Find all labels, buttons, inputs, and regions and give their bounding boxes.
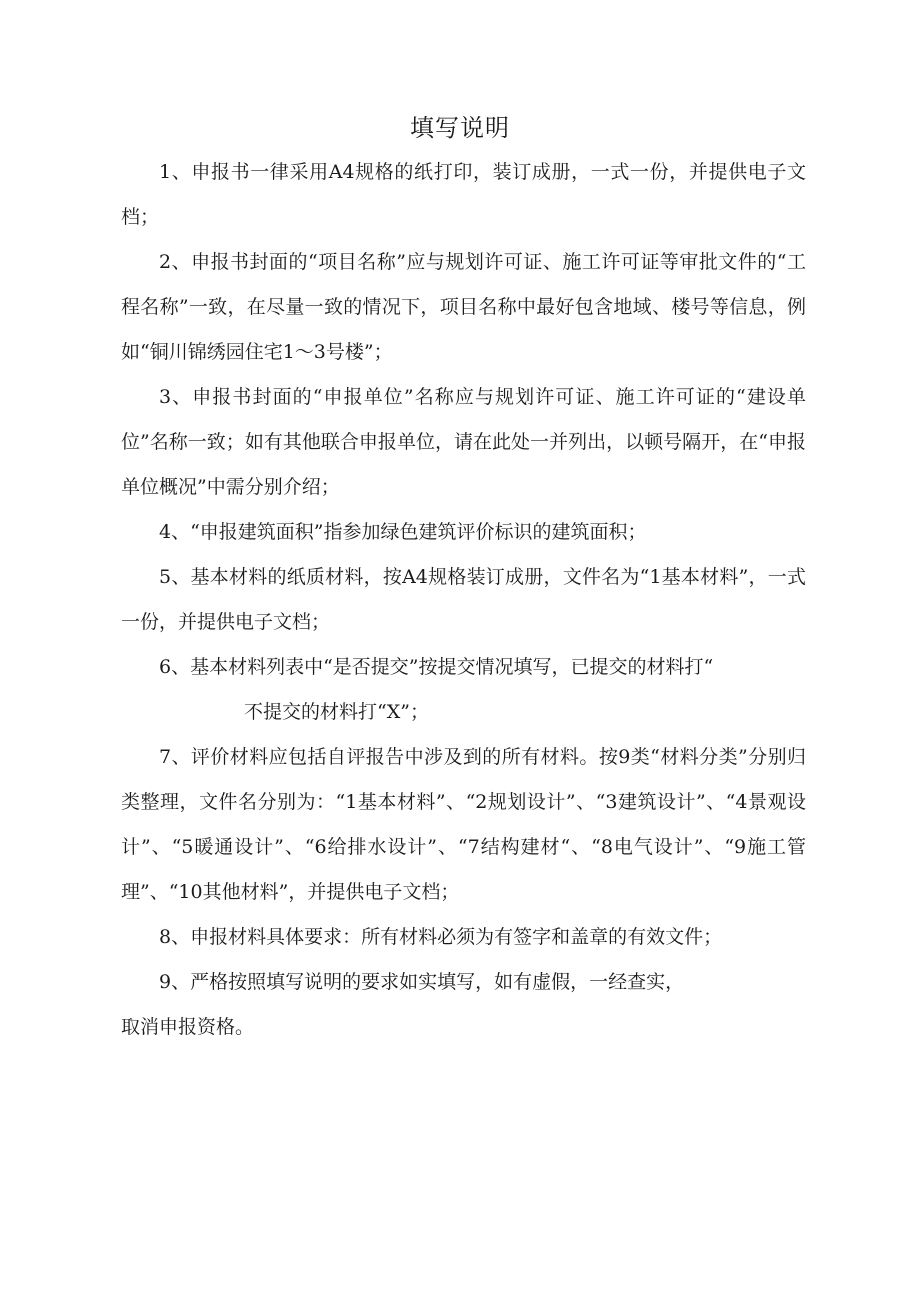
instruction-item-2: 2、申报书封面的“项目名称”应与规划许可证、施工许可证等审批文件的“工程名称”一致，在尽量一致的情况下，项目名称中最好包含地域、楼号等信息，例如“铜川锦绣园住宅1～3号楼”； — [121, 251, 806, 363]
instruction-item-9-continued: 取消申报资格。 — [121, 1016, 255, 1038]
instruction-item-3: 3、申报书封面的“申报单位”名称应与规划许可证、施工许可证的“建设单位”名称一致；如有其他联合申报单位，请在此处一并列出，以顿号隔开，在“申报单位概况”中需分别介绍； — [121, 386, 806, 498]
instruction-item-1: 1、申报书一律采用A4规格的纸打印，装订成册，一式一份，并提供电子文档； — [121, 161, 806, 228]
instruction-item-6-continued: 不提交的材料打“X”； — [244, 701, 429, 723]
instructions-body — [121, 150, 806, 1050]
instruction-item-6: 6、基本材料列表中“是否提交”按提交情况填写，已提交的材料打“ — [159, 656, 714, 678]
instruction-item-4: 4、“申报建筑面积”指参加绿色建筑评价标识的建筑面积； — [159, 521, 647, 543]
page-title: 填写说明 — [410, 114, 510, 142]
instruction-item-5: 5、基本材料的纸质材料，按A4规格装订成册，文件名为“1基本材料”，一式一份，并提供电子文档； — [121, 566, 806, 633]
instruction-item-8: 8、申报材料具体要求：所有材料必须为有签字和盖章的有效文件； — [159, 926, 723, 948]
instruction-item-7: 7、评价材料应包括自评报告中涉及到的所有材料。按9类“材料分类”分别归类整理，文件名分别为：“1基本材料”、“2规划设计”、“3建筑设计”、“4景观设计”、“5暖通设计”、“6给排水设计”、“7结构建材“、“8电气设计”、“9施工管理”、“10其他材料”，并提供电子文档； — [121, 746, 806, 903]
instruction-item-9: 9、严格按照填写说明的要求如实填写，如有虚假，一经查实， — [159, 971, 685, 993]
